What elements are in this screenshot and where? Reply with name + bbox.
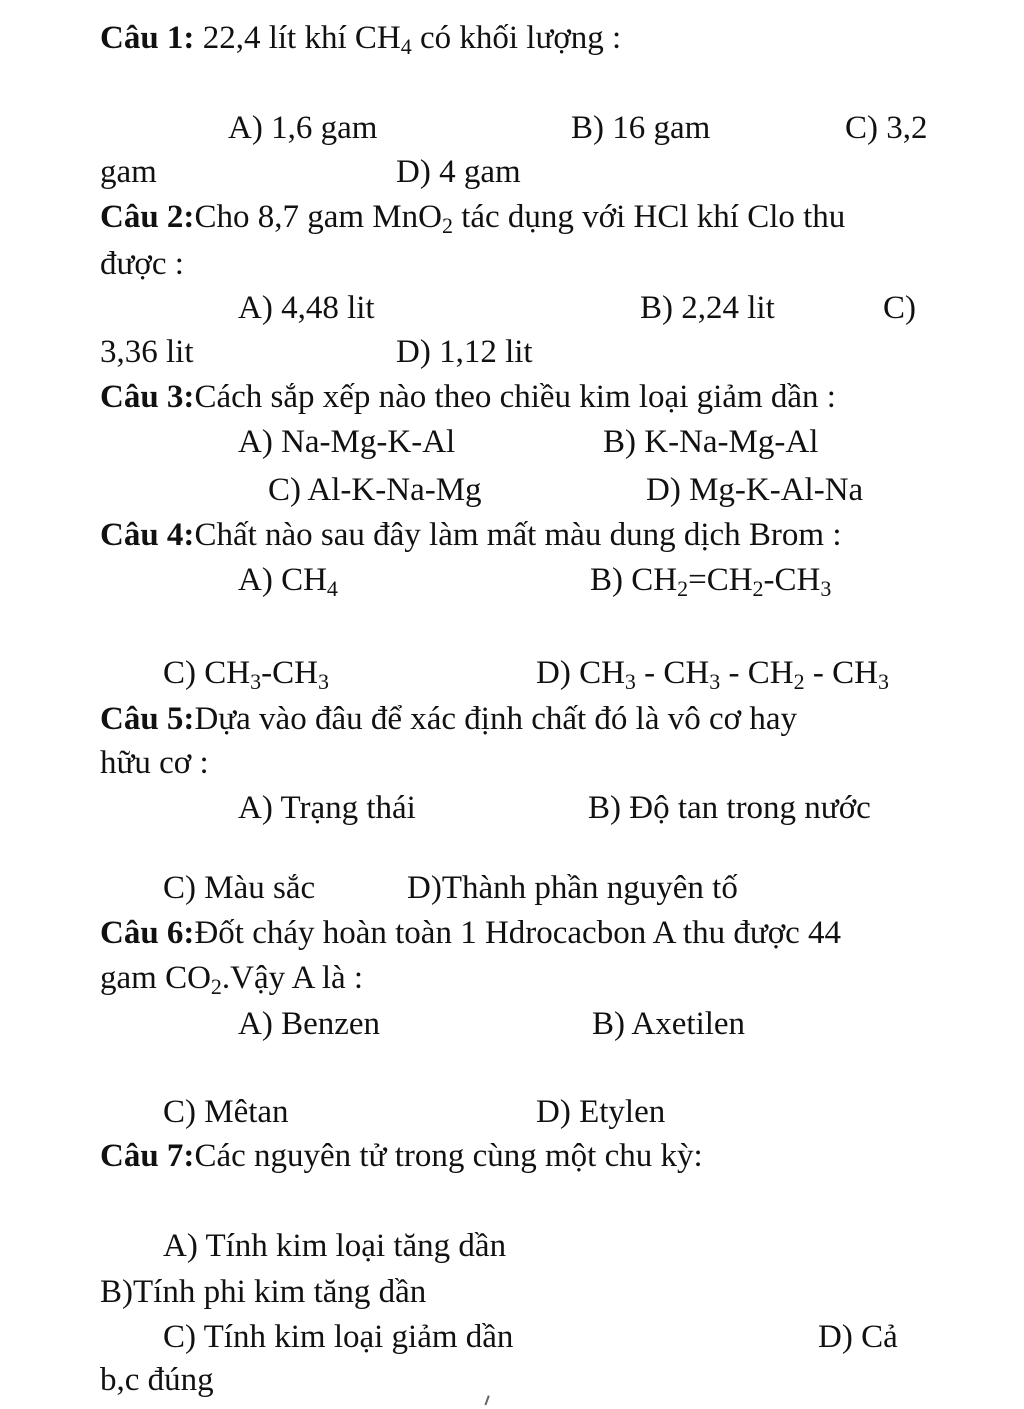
q4-b-text: B) CH — [590, 562, 678, 598]
q1-option-a: A) 1,6 gam — [228, 110, 378, 146]
q6-stem — [100, 913, 841, 953]
q6-option-a: A) Benzen — [238, 1006, 381, 1042]
q3-stem-part: Cách sắp xếp nào theo chiều kim loại giảm dần : — [194, 379, 836, 415]
q5-option-d: D)Thành phần nguyên tố — [407, 870, 738, 906]
q4-c-sub: 3 — [250, 669, 262, 694]
q5-stem — [100, 699, 797, 739]
q5-stem-cont: hữu cơ : — [100, 745, 209, 781]
q4-option-d — [536, 653, 889, 693]
q1-label: Câu 1: — [100, 20, 195, 56]
q6-label: Câu 6: — [100, 915, 195, 951]
q1-option-d: D) 4 gam — [396, 154, 521, 190]
q3-option-b: B) K-Na-Mg-Al — [603, 424, 819, 460]
q3-option-d: D) Mg-K-Al-Na — [646, 472, 864, 508]
q6-stem-cont — [100, 958, 363, 998]
q4-d-text: - CH — [804, 655, 878, 691]
q7-label: Câu 7: — [100, 1138, 195, 1174]
q3-stem — [100, 377, 836, 417]
q1-option-b: B) 16 gam — [571, 110, 711, 146]
q6-sub: 2 — [210, 974, 222, 999]
q1-option-c-cont: gam — [100, 154, 157, 190]
q7-option-a: A) Tính kim loại tăng dần — [163, 1228, 507, 1264]
q2-stem-part: Cho 8,7 gam MnO — [194, 199, 442, 235]
q6-option-d: D) Etylen — [536, 1094, 666, 1130]
q4-b-sub: 3 — [820, 576, 832, 601]
q7-option-d: D) Cả — [818, 1319, 898, 1355]
q4-option-a — [238, 560, 338, 600]
q7-option-c: C) Tính kim loại giảm dần — [163, 1319, 514, 1355]
q5-option-c: C) Màu sắc — [163, 870, 316, 906]
q3-label: Câu 3: — [100, 379, 195, 415]
q1-option-c: C) 3,2 — [845, 110, 928, 146]
q7-stem — [100, 1136, 703, 1176]
q5-label: Câu 5: — [100, 701, 195, 737]
q4-d-text: - CH — [720, 655, 794, 691]
q4-c-text: -CH — [261, 655, 318, 691]
q4-d-text: - CH — [635, 655, 710, 691]
q7-stem-part: Các nguyên tử trong cùng một chu kỳ: — [194, 1138, 703, 1174]
q6-stem-part: .Vậy A là : — [221, 960, 364, 996]
q2-stem-cont: được : — [100, 246, 184, 282]
q4-a-text: A) CH — [238, 562, 327, 598]
q2-sub: 2 — [441, 213, 453, 238]
q2-option-c-cont: 3,36 lit — [100, 334, 194, 370]
q2-option-b: B) 2,24 lit — [640, 290, 775, 326]
q2-option-a: A) 4,48 lit — [238, 290, 375, 326]
q4-option-c — [163, 653, 329, 693]
q4-c-text: C) CH — [163, 655, 251, 691]
q4-d-sub: 3 — [624, 669, 636, 694]
q6-option-b: B) Axetilen — [592, 1006, 746, 1042]
q1-stem — [100, 18, 621, 58]
q4-b-text: -CH — [763, 562, 821, 598]
q1-stem-part: có khối lượng : — [411, 20, 622, 56]
q4-d-sub: 3 — [877, 669, 889, 694]
q4-stem-part: Chất nào sau đây làm mất màu dung dịch Brom : — [194, 517, 842, 553]
q3-option-c: C) Al-K-Na-Mg — [268, 472, 482, 508]
q4-b-text: =CH — [688, 562, 753, 598]
q4-b-sub: 2 — [752, 576, 764, 601]
q6-stem-part: gam CO — [100, 960, 211, 996]
q4-d-sub: 3 — [709, 669, 721, 694]
q2-option-c: C) — [883, 290, 916, 326]
q1-stem-part: 22,4 lít khí CH — [194, 20, 401, 56]
q4-stem — [100, 515, 841, 555]
q4-d-text: D) CH — [536, 655, 625, 691]
stray-mark — [484, 1395, 493, 1406]
q2-label: Câu 2: — [100, 199, 195, 235]
q2-stem — [100, 197, 845, 237]
q7-option-d-cont: b,c đúng — [100, 1362, 214, 1398]
q4-c-sub: 3 — [317, 669, 329, 694]
q6-option-c: C) Mêtan — [163, 1094, 289, 1130]
q2-option-d: D) 1,12 lit — [396, 334, 533, 370]
q4-a-sub: 4 — [326, 576, 338, 601]
q6-stem-part: Đốt cháy hoàn toàn 1 Hdrocacbon A thu được 44 — [194, 915, 842, 951]
q4-option-b — [590, 560, 831, 600]
q5-option-a: A) Trạng thái — [238, 790, 416, 826]
q5-option-b: B) Độ tan trong nước — [588, 790, 871, 826]
q5-stem-part: Dựa vào đâu để xác định chất đó là vô cơ hay — [194, 701, 797, 737]
q4-label: Câu 4: — [100, 517, 195, 553]
q3-option-a: A) Na-Mg-K-Al — [238, 424, 456, 460]
q4-b-sub: 2 — [677, 576, 689, 601]
q7-option-b: B)Tính phi kim tăng dần — [100, 1274, 427, 1310]
q1-sub: 4 — [400, 34, 412, 59]
q4-d-sub: 2 — [793, 669, 805, 694]
q2-stem-part: tác dụng với HCl khí Clo thu — [452, 199, 846, 235]
